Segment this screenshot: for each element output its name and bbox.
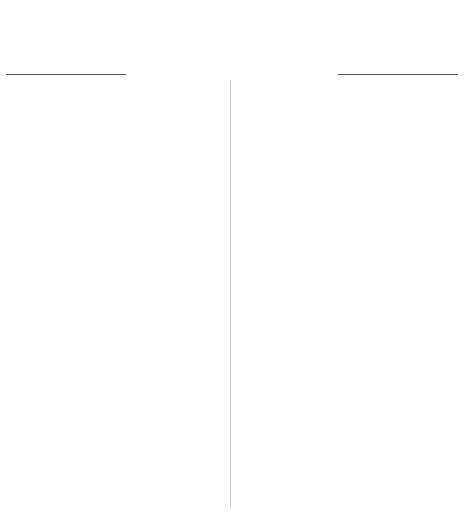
top-left-text bbox=[6, 0, 224, 30]
headline-rule-right bbox=[338, 74, 458, 75]
article-headline bbox=[80, 32, 384, 70]
headline-rule-left bbox=[6, 74, 126, 75]
article-column-left bbox=[6, 78, 226, 508]
top-right-text bbox=[240, 0, 458, 30]
column-divider bbox=[230, 80, 231, 508]
article-column-right bbox=[238, 78, 458, 508]
previous-article-tail bbox=[0, 0, 464, 30]
